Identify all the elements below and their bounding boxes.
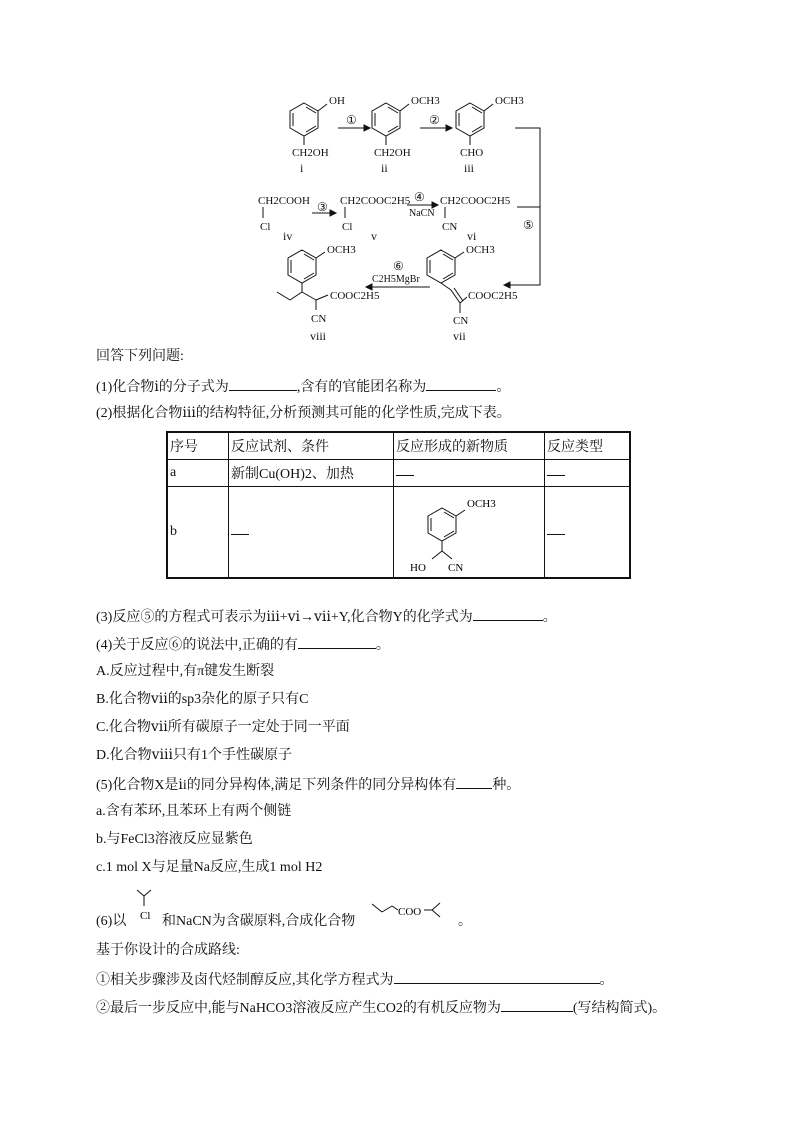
option-a: A.反应过程中,有π键发生断裂 [96, 664, 275, 679]
table-row-a [167, 460, 630, 487]
row-a-type [545, 460, 631, 487]
compound-viii-och3: OCH3 [327, 244, 356, 256]
row-b-product-och3: OCH3 [467, 498, 496, 510]
target-ester-coo: COO [398, 906, 422, 918]
table-header-type: 反应类型 [545, 432, 631, 460]
arrow-4-reagent: NaCN [409, 208, 435, 219]
row-a-product-blank[interactable] [396, 465, 414, 476]
question-6-1-text: ①相关步骤涉及卤代烃制醇反应,其化学方程式为 [96, 973, 394, 988]
intro-text: 回答下列问题: [96, 349, 184, 364]
isopropyl-chloride-structure [132, 886, 158, 924]
row-b-product-structure [408, 488, 538, 576]
isopropyl-chloride-cl: Cl [140, 910, 151, 922]
reaction-scheme [0, 0, 800, 345]
compound-viii-ring [277, 250, 328, 310]
compound-ii-ring [372, 103, 409, 145]
option-b: B.化合物ⅶ的sp3杂化的原子只有C [96, 692, 309, 707]
compound-iii-cho: CHO [460, 147, 484, 159]
compound-iii-ring [456, 103, 493, 145]
question-4-end: 。 [375, 638, 390, 653]
arrow-2-label: ② [429, 113, 440, 127]
compound-vii-cn: CN [453, 315, 469, 327]
question-6-2 [96, 997, 666, 1019]
compound-i-label: i [300, 161, 304, 175]
question-3 [96, 606, 557, 628]
question-6-pre: (6)以 [96, 914, 127, 929]
condition-a: a.含有苯环,且苯环上有两个侧链 [96, 804, 292, 819]
question-6-1-end: 。 [599, 973, 614, 988]
answer-blank-6-2[interactable] [501, 997, 573, 1012]
compound-vi-label: vi [467, 229, 477, 243]
compound-vii-cooc2h5: COOC2H5 [468, 290, 518, 302]
row-b-reagent-blank[interactable] [231, 524, 249, 535]
table-header-product: 反应形成的新物质 [394, 432, 545, 460]
compound-viii-cn: CN [311, 313, 327, 325]
arrow-3-label: ③ [317, 200, 328, 214]
question-6-intro: 基于你设计的合成路线: [96, 943, 240, 958]
arrow-4-label: ④ [414, 190, 425, 204]
question-1-text: (1)化合物ⅰ的分子式为 [96, 380, 229, 395]
arrow-1-label: ① [346, 113, 357, 127]
question-5 [96, 774, 520, 796]
row-b-product-cn: CN [448, 562, 464, 574]
answer-blank-6-1[interactable] [394, 969, 600, 984]
answer-blank-5[interactable] [456, 774, 492, 789]
compound-vi-line1: CH2COOC2H5 [440, 195, 511, 207]
table-header-reagent: 反应试剂、条件 [229, 432, 394, 460]
question-1 [96, 376, 510, 398]
compound-iv-label: iv [283, 229, 293, 243]
compound-v-cl: Cl [342, 221, 353, 233]
option-c: C.化合物ⅶ所有碳原子一定处于同一平面 [96, 720, 350, 735]
question-6 [96, 886, 596, 930]
compound-v-line1: CH2COOC2H5 [340, 195, 411, 207]
properties-table [166, 431, 631, 579]
option-d: D.化合物ⅷ只有1个手性碳原子 [96, 748, 292, 763]
row-a-product [394, 460, 545, 487]
compound-iv-cl: Cl [260, 221, 271, 233]
row-b-type-blank[interactable] [547, 524, 565, 535]
question-3-end: 。 [542, 610, 557, 625]
question-1-mid: ,含有的官能团名称为 [296, 380, 427, 395]
compound-iii-och3: OCH3 [495, 95, 524, 107]
answer-blank-1b[interactable] [426, 376, 496, 391]
arrow-5-bracket [510, 128, 540, 285]
compound-iv-line1: CH2COOH [258, 195, 310, 207]
compound-vii-och3: OCH3 [466, 244, 495, 256]
question-6-2-end: (写结构简式)。 [572, 1001, 667, 1016]
compound-viii-cooc2h5: COOC2H5 [330, 290, 380, 302]
compound-ii-label: ii [381, 161, 388, 175]
target-ester-structure [370, 900, 460, 924]
row-a-type-blank[interactable] [547, 465, 565, 476]
question-6-1 [96, 969, 614, 991]
compound-i-ch2oh: CH2OH [292, 147, 329, 159]
arrow-5-label: ⑤ [523, 218, 534, 232]
question-6-end: 。 [458, 914, 472, 929]
row-b-product [394, 487, 545, 579]
compound-iii-label: iii [464, 161, 475, 175]
question-1-end: 。 [496, 380, 511, 395]
compound-viii-label: viii [310, 329, 327, 343]
arrow-6-label: ⑥ [393, 259, 404, 273]
table-row-b [167, 487, 630, 579]
condition-b: b.与FeCl3溶液反应显紫色 [96, 832, 253, 847]
table-header-row [167, 432, 630, 460]
compound-ii-ch2oh: CH2OH [374, 147, 411, 159]
question-4 [96, 634, 390, 656]
question-5-text: (5)化合物X是ⅰi的同分异构体,满足下列条件的同分异构体有 [96, 778, 457, 793]
compound-vii-label: vii [453, 329, 466, 343]
compound-i-ring [290, 103, 327, 145]
compound-vii-ring [427, 250, 467, 313]
row-b-product-ho: HO [410, 562, 426, 574]
arrow-5-head [504, 282, 510, 288]
compound-v-label: v [371, 229, 377, 243]
question-3-text: (3)反应⑤的方程式可表示为ⅲ+ⅵ→ⅶ+Y,化合物Y的化学式为 [96, 610, 473, 625]
compound-vi-cn: CN [442, 221, 458, 233]
answer-blank-4[interactable] [298, 634, 376, 649]
answer-blank-3[interactable] [473, 606, 543, 621]
row-a-reagent: 新制Cu(OH)2、加热 [229, 460, 394, 487]
row-a-id: a [167, 460, 229, 487]
condition-c: c.1 mol X与足量Na反应,生成1 mol H2 [96, 860, 323, 875]
row-b-type [545, 487, 631, 579]
row-b-reagent [229, 487, 394, 579]
question-6-mid: 和NaCN为含碳原料,合成化合物 [162, 914, 356, 929]
question-4-text: (4)关于反应⑥的说法中,正确的有 [96, 638, 298, 653]
question-2: (2)根据化合物ⅲ的结构特征,分析预测其可能的化学性质,完成下表。 [96, 406, 511, 421]
table-header-no: 序号 [167, 432, 229, 460]
answer-blank-1a[interactable] [229, 376, 297, 391]
question-5-end: 种。 [492, 778, 521, 793]
arrow-6-reagent: C2H5MgBr [372, 274, 420, 285]
question-6-2-text: ②最后一步反应中,能与NaHCO3溶液反应产生CO2的有机反应物为 [96, 1001, 501, 1016]
compound-i-oh: OH [329, 95, 345, 107]
row-b-id: b [167, 487, 229, 579]
compound-ii-och3: OCH3 [411, 95, 440, 107]
